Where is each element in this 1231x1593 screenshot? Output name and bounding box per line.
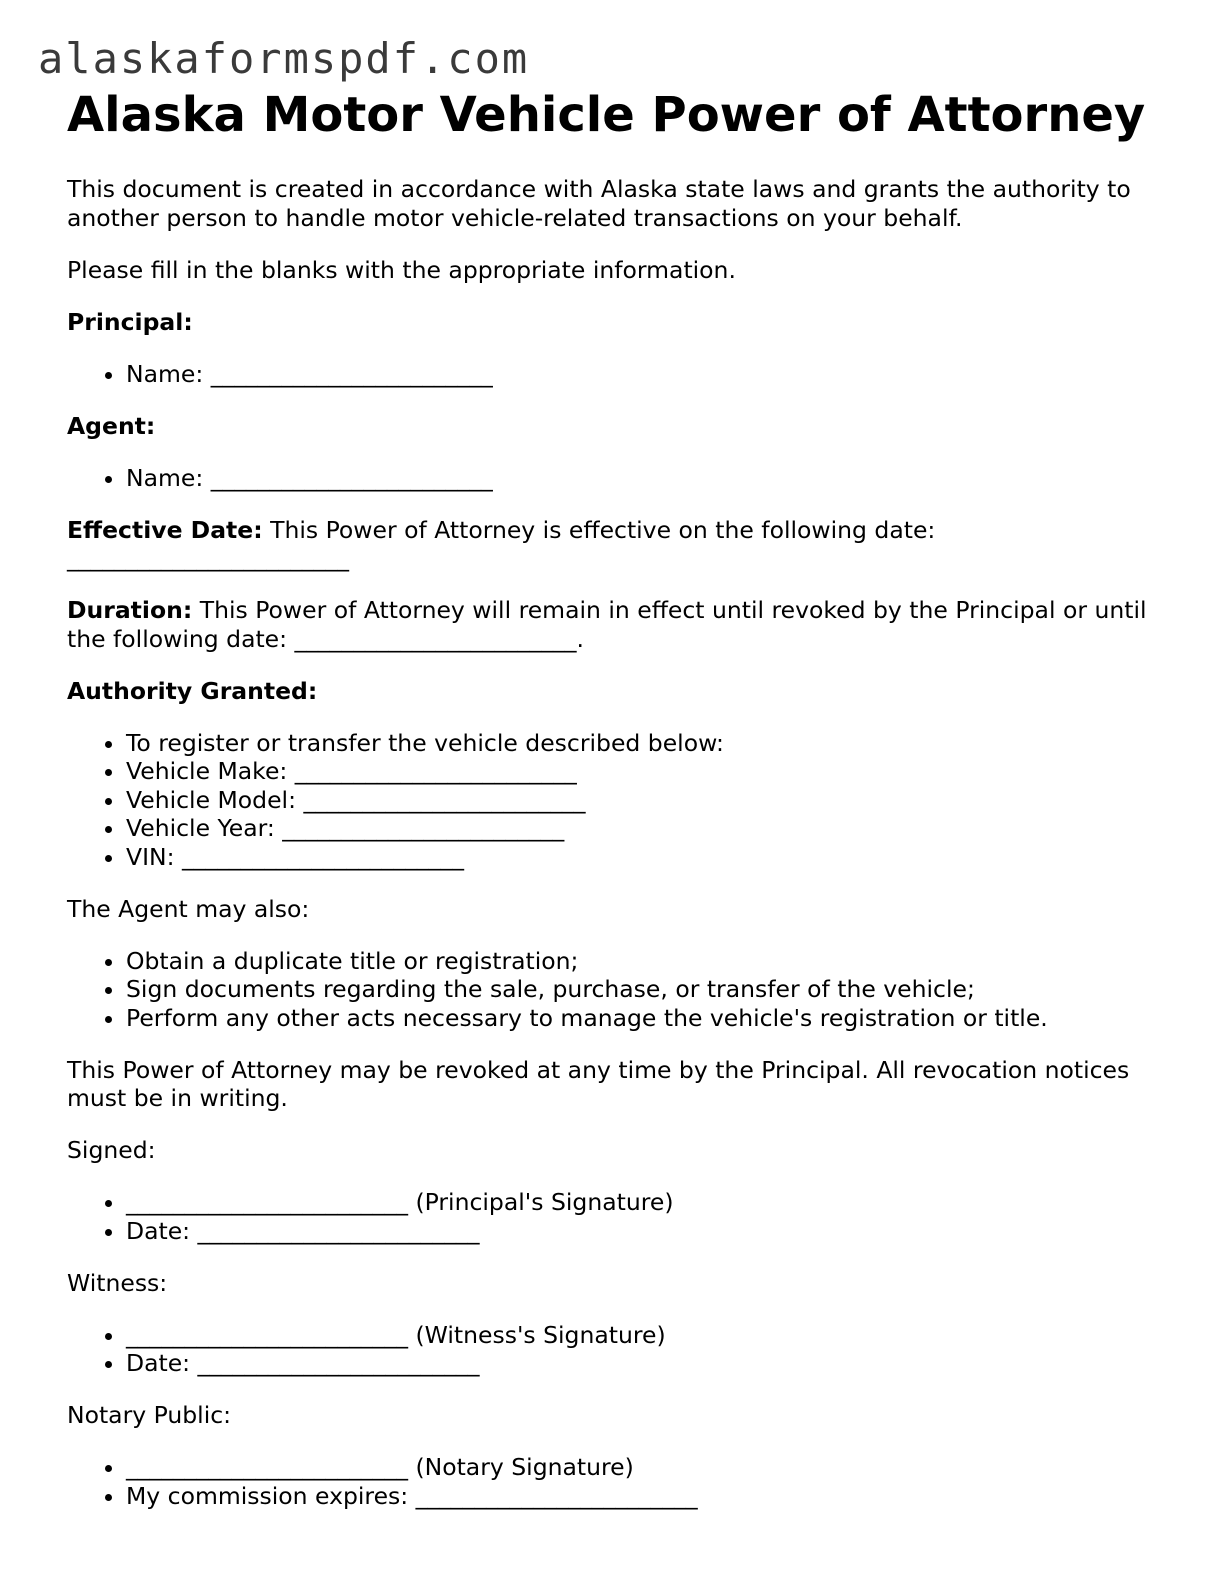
vin-field[interactable]: • VIN: ________________________ [126, 843, 1177, 872]
site-watermark: alaskaformspdf.com [38, 34, 530, 83]
signed-heading: Signed: [67, 1136, 156, 1164]
list-item: • Perform any other acts necessary to manage the vehicle's registration or title. [126, 1004, 1177, 1033]
intro-paragraph: This document is created in accordance with Alaska state laws and grants the authority to another person to handle motor vehicle-related transactions on your behalf. [67, 175, 1131, 232]
effective-date-label: Effective Date: [67, 515, 263, 544]
agent-name-field[interactable]: • Name: ________________________ [126, 464, 1177, 493]
authority-item: • To register or transfer the vehicle described below: [126, 729, 1177, 758]
list-item: • Sign documents regarding the sale, purchase, or transfer of the vehicle; [126, 975, 1177, 1004]
duration-text: This Power of Attorney will remain in effect until revoked by the Principal or until the following date: ________________________. [67, 596, 1147, 653]
authority-list [67, 729, 1177, 872]
vehicle-year-field[interactable]: • Vehicle Year: ________________________ [126, 814, 1177, 843]
notary-signature-field[interactable]: • ________________________ (Notary Signature) [126, 1453, 1177, 1482]
notary-list [67, 1453, 1177, 1510]
principal-signature-field[interactable]: • ________________________ (Principal's Signature) [126, 1188, 1177, 1217]
instruction-paragraph: Please fill in the blanks with the appropriate information. [67, 255, 736, 284]
witness-date-field[interactable]: • Date: ________________________ [126, 1349, 1177, 1378]
duration-label: Duration: [67, 596, 193, 624]
principal-name-field[interactable]: • Name: ________________________ [126, 360, 1177, 389]
effective-date-paragraph[interactable] [67, 516, 1177, 573]
agent-heading: Agent: [67, 411, 156, 440]
agent-may-intro: The Agent may also: [67, 894, 310, 923]
authority-heading: Authority Granted: [67, 676, 318, 705]
signed-list [67, 1188, 1177, 1245]
witness-list [67, 1321, 1177, 1378]
principal-heading: Principal: [67, 307, 193, 336]
agent-list [67, 464, 1177, 493]
vehicle-model-field[interactable]: • Vehicle Model: ________________________ [126, 786, 1177, 815]
notary-commission-field[interactable]: • My commission expires: ________________________ [126, 1482, 1177, 1511]
effective-date-text: This Power of Attorney is effective on the following date: ________________________ [67, 515, 936, 572]
duration-paragraph[interactable] [67, 596, 1177, 653]
principal-date-field[interactable]: • Date: ________________________ [126, 1217, 1177, 1246]
witness-heading: Witness: [67, 1268, 168, 1297]
principal-list [67, 360, 1177, 389]
witness-signature-field[interactable]: • ________________________ (Witness's Signature) [126, 1321, 1177, 1350]
vehicle-make-field[interactable]: • Vehicle Make: ________________________ [126, 757, 1177, 786]
notary-heading: Notary Public: [67, 1401, 232, 1429]
revocation-paragraph: This Power of Attorney may be revoked at any time by the Principal. All revocation notices must be in writing. [67, 1055, 1130, 1112]
list-item: • Obtain a duplicate title or registration; [126, 947, 1177, 976]
document-body [67, 86, 1177, 1510]
page-title: Alaska Motor Vehicle Power of Attorney [67, 87, 1146, 143]
agent-may-list [67, 947, 1177, 1033]
